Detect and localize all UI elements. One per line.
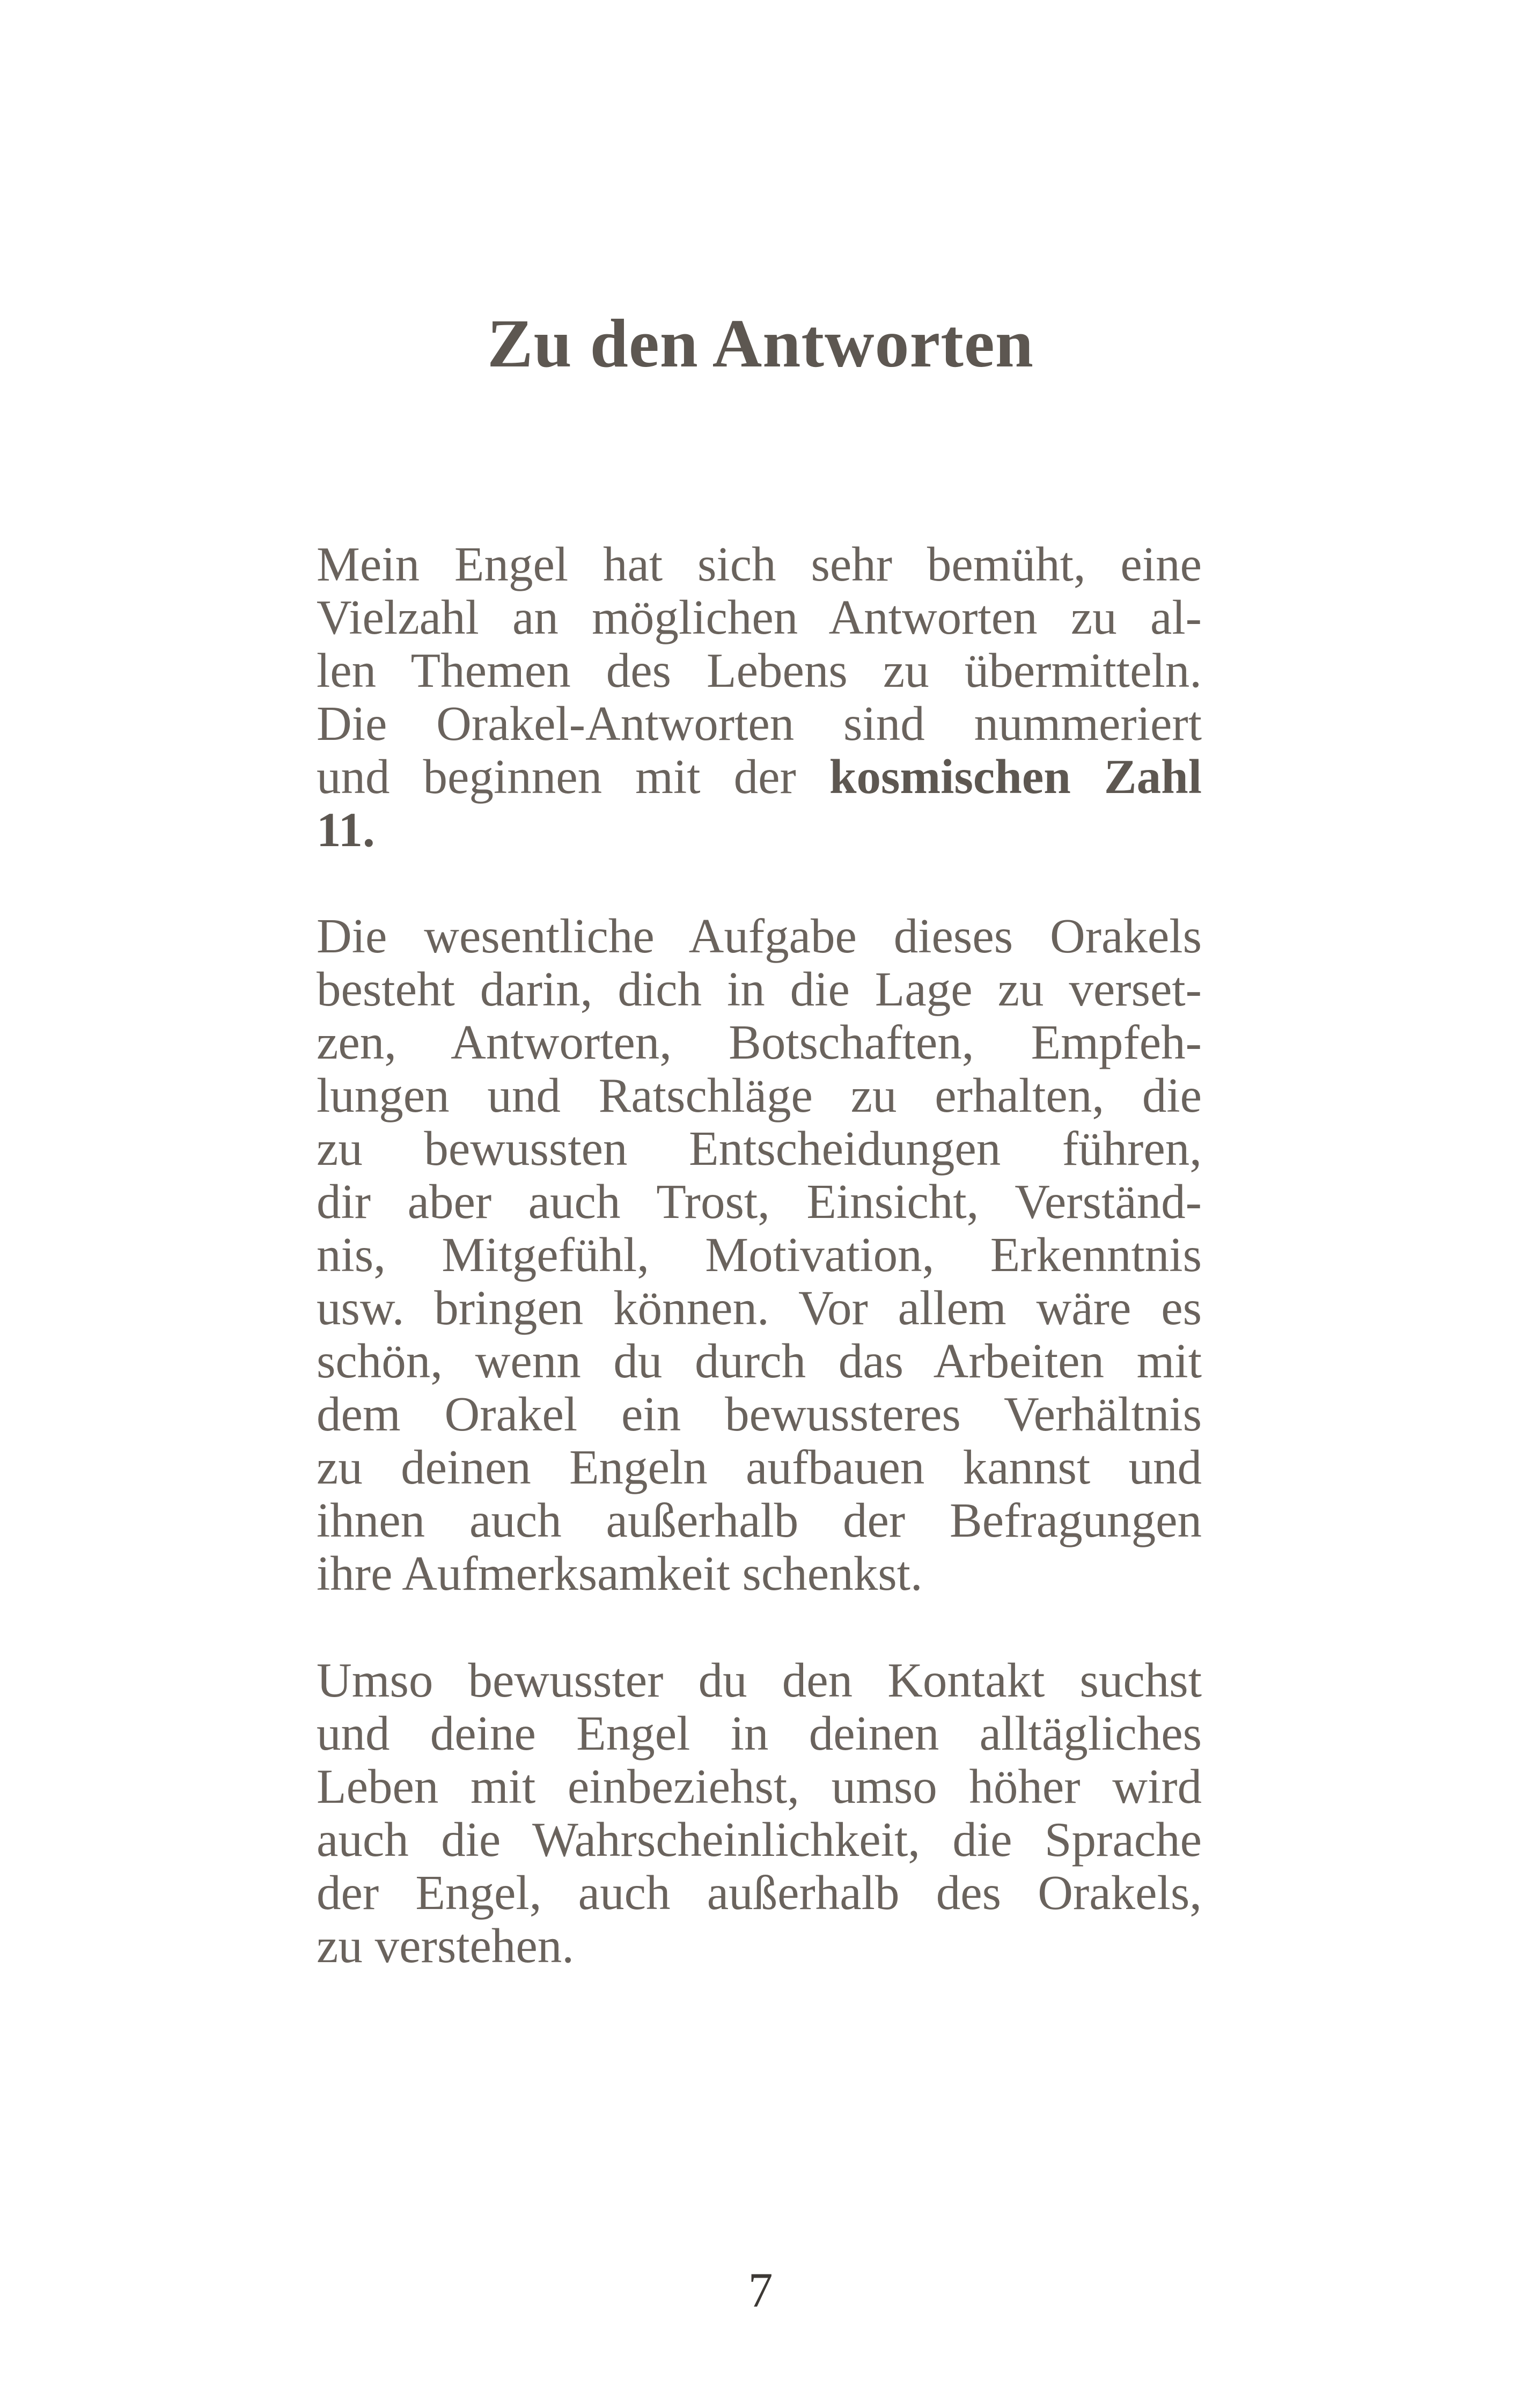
text-line: len Themen des Lebens zu übermitteln. bbox=[317, 643, 1202, 698]
text-line: auch die Wahrscheinlichkeit, die Sprache bbox=[317, 1812, 1202, 1867]
text-line: lungen und Ratschläge zu erhalten, die bbox=[317, 1068, 1202, 1122]
text-line: dem Orakel ein bewussteres Verhältnis bbox=[317, 1387, 1202, 1441]
text-line bbox=[317, 803, 1202, 856]
emphasis-number-eleven: 11. bbox=[317, 803, 375, 857]
text-line: der Engel, auch außerhalb des Orakels, bbox=[317, 1866, 1202, 1920]
text-line: Die wesentliche Aufgabe dieses Orakels bbox=[317, 909, 1202, 963]
text-line: zu bewussten Entscheidungen führen, bbox=[317, 1121, 1202, 1176]
text-line: besteht darin, dich in die Lage zu verset- bbox=[317, 962, 1202, 1016]
text-line: Mein Engel hat sich sehr bemüht, eine bbox=[317, 537, 1202, 591]
page-number: 7 bbox=[748, 2263, 773, 2317]
text-line: ihre Aufmerksamkeit schenkst. bbox=[317, 1546, 923, 1601]
text-line: zu deinen Engeln aufbauen kannst und bbox=[317, 1440, 1202, 1494]
text-line: usw. bringen können. Vor allem wäre es bbox=[317, 1281, 1202, 1335]
text-line: Leben mit einbeziehst, umso höher wird bbox=[317, 1759, 1202, 1814]
paragraph-awareness bbox=[317, 1654, 1202, 1972]
text-line: Vielzahl an möglichen Antworten zu al- bbox=[317, 590, 1202, 644]
text-line: nis, Mitgefühl, Motivation, Erkenntnis bbox=[317, 1228, 1202, 1282]
text-line: schön, wenn du durch das Arbeiten mit bbox=[317, 1334, 1202, 1388]
text-line: zu verstehen. bbox=[317, 1919, 575, 1973]
paragraph-purpose bbox=[317, 909, 1202, 1600]
emphasis-cosmic-number: kosmischen Zahl bbox=[829, 750, 1202, 804]
text-line: und deine Engel in deinen alltägliches bbox=[317, 1706, 1202, 1760]
text-line: Umso bewusster du den Kontakt suchst bbox=[317, 1653, 1202, 1707]
page-title: Zu den Antworten bbox=[487, 305, 1034, 381]
text-line: ihnen auch außerhalb der Befragungen bbox=[317, 1493, 1202, 1547]
text-line: Die Orakel-Antworten sind nummeriert bbox=[317, 696, 1202, 751]
text-segment: und beginnen mit der bbox=[317, 750, 829, 804]
text-line: dir aber auch Trost, Einsicht, Verständ- bbox=[317, 1174, 1202, 1229]
paragraph-intro bbox=[317, 538, 1202, 856]
text-line-with-emphasis bbox=[317, 750, 1202, 803]
text-line: zen, Antworten, Botschaften, Empfeh- bbox=[317, 1015, 1202, 1069]
